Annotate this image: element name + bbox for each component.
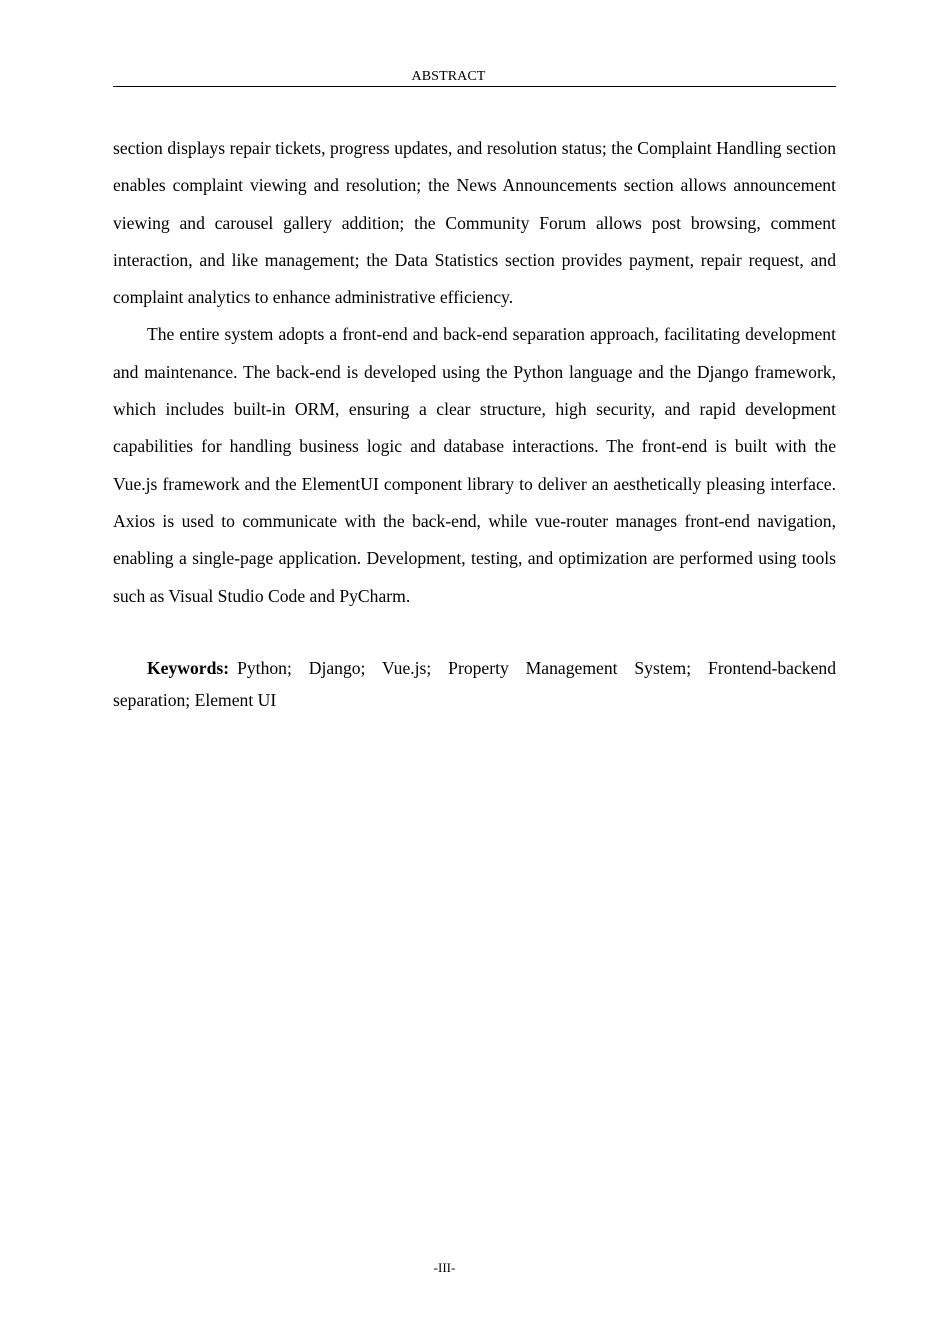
page-number: -III- (433, 1260, 456, 1275)
keywords-label: Keywords: (147, 658, 230, 678)
keywords-text: Python; Django; Vue.js; Property Management System; Frontend-backend separation; Element UI (113, 658, 836, 710)
paragraph-continuation: section displays repair tickets, progress updates, and resolution status; the Complaint Handling section enables complaint viewing and resolution; the News Announcements section allows announcement viewing and carousel gallery addition; the Community Forum allows post browsing, comment interaction, and like management; the Data Statistics section provides payment, repair request, and complaint analytics to enhance administrative efficiency. (113, 138, 836, 308)
running-header (113, 68, 836, 87)
abstract-body (113, 130, 836, 615)
header-title: ABSTRACT (411, 69, 486, 84)
paragraph-architecture: The entire system adopts a front-end and back-end separation approach, facilitating development and maintenance. The back-end is developed using the Python language and the Django framework, which includes built-in ORM, ensuring a clear structure, high security, and rapid development capabilities for handling business logic and database interactions. The front-end is built with the Vue.js framework and the ElementUI component library to deliver an aesthetically pleasing interface. Axios is used to communicate with the back-end, while vue-router manages front-end navigation, enabling a single-page application. Development, testing, and optimization are performed using tools such as Visual Studio Code and PyCharm. (113, 324, 836, 606)
keywords-line (113, 652, 836, 716)
